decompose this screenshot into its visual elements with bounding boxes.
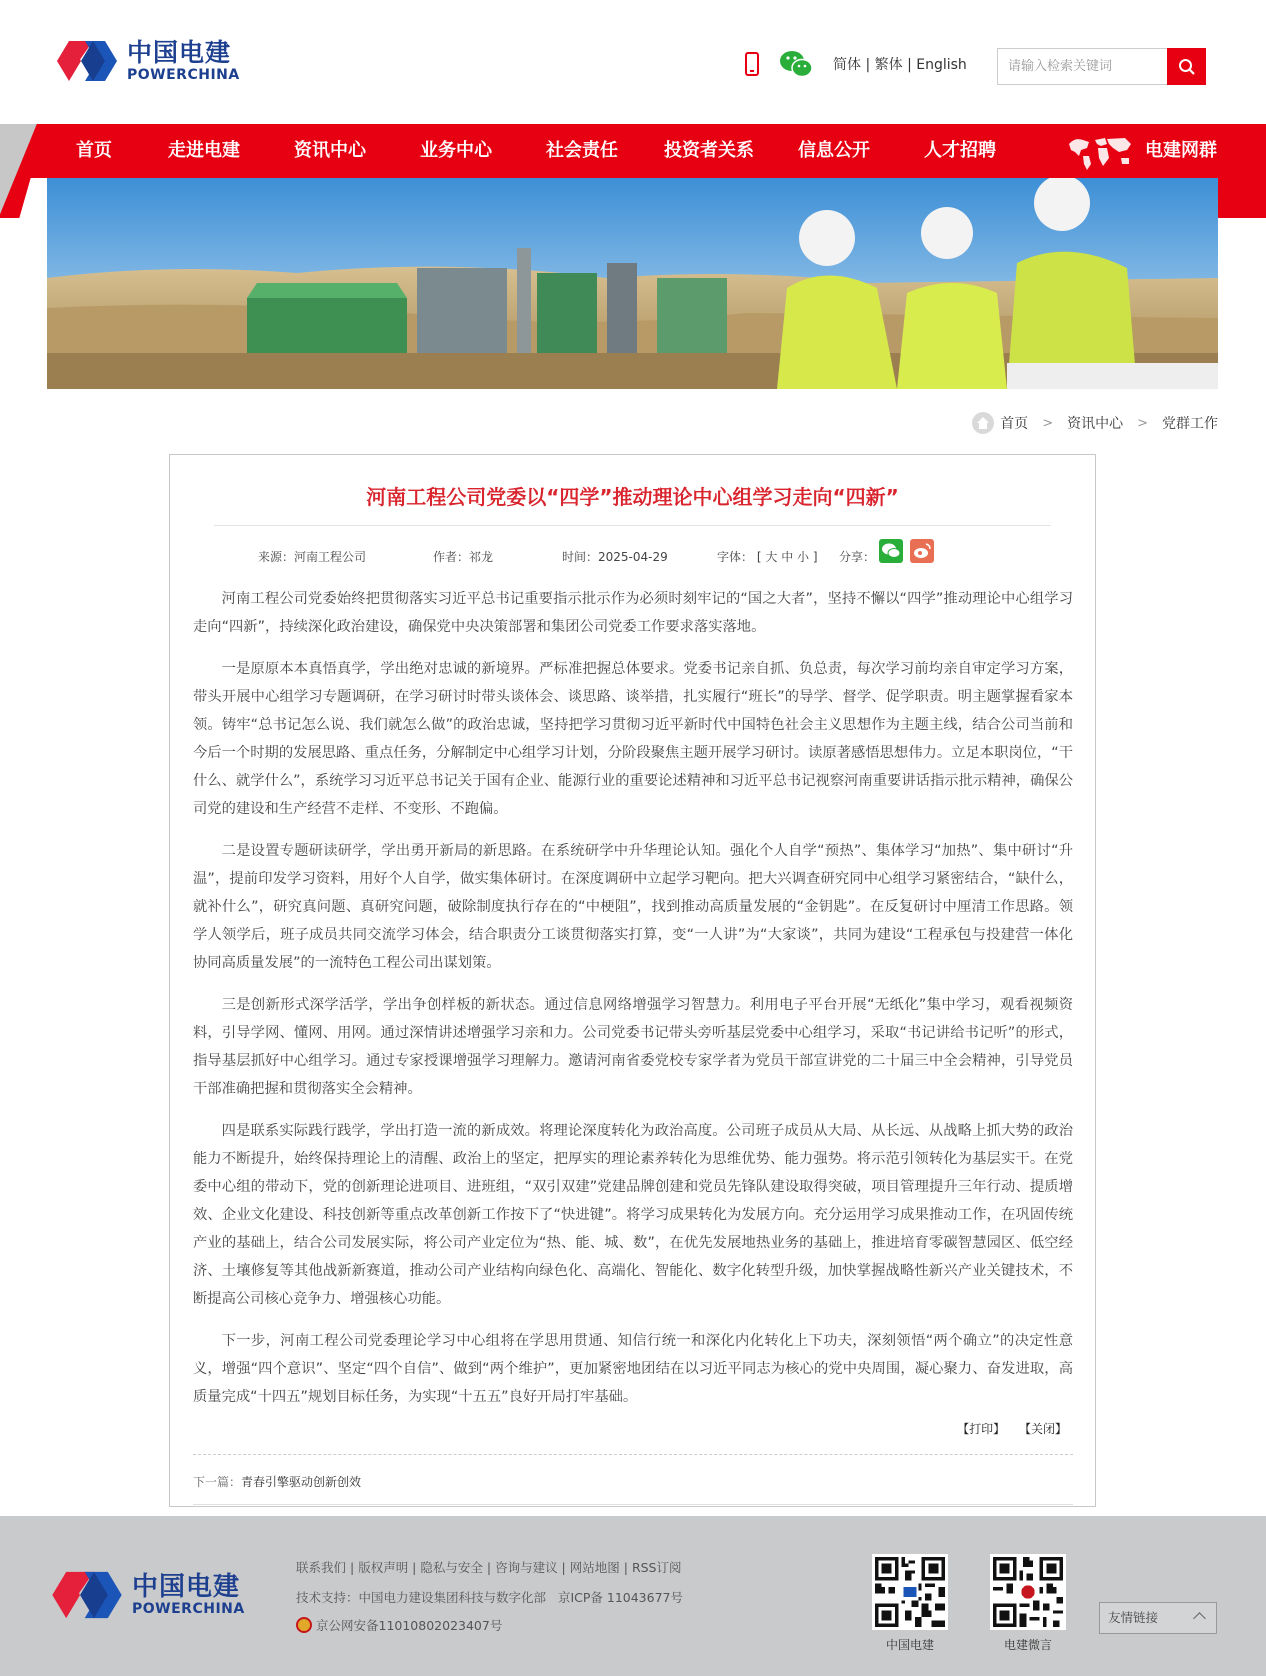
article-paragraph: 河南工程公司党委始终把贯彻落实习近平总书记重要指示批示作为必须时刻牢记的“国之大者”，坚持不懈以“四学”推动理论中心组学习走向“四新”，持续深化政治建设，确保党中央决策部署和集团公司党委工作要求落实落地。 xyxy=(193,591,1073,635)
breadcrumb xyxy=(972,412,1218,434)
font-medium[interactable]: 中 xyxy=(781,550,794,564)
police-badge-icon xyxy=(296,1617,312,1633)
font-large[interactable]: 大 xyxy=(765,550,778,564)
nav-item-disclosure[interactable]: 信息公开 xyxy=(798,140,870,161)
time-value: 2025-04-29 xyxy=(598,550,668,564)
footer-link-sitemap[interactable]: 网站地图 xyxy=(569,1560,620,1575)
article-author xyxy=(433,548,493,565)
article-title: 河南工程公司党委以“四学”推动理论中心组学习走向“四新” xyxy=(366,485,899,509)
next-article xyxy=(193,1473,361,1490)
top-tools xyxy=(745,50,967,78)
lang-english[interactable]: English xyxy=(916,57,967,73)
font-bracket-close: ] xyxy=(812,550,818,564)
language-switch: 简体 | 繁体 | English xyxy=(833,57,967,73)
lang-traditional[interactable]: 繁体 xyxy=(874,57,903,73)
close-button[interactable]: 【关闭】 xyxy=(1018,1422,1067,1436)
tech-support-text: 技术支持：中国电力建设集团科技与数字化部 xyxy=(296,1590,547,1605)
page-banner-image xyxy=(47,178,1218,389)
article-paragraph: 三是创新形式深学活学，学出争创样板的新状态。通过信息网络增强学习智慧力。利用电子平台开展“无纸化”集中学习，观看视频资料，引导学网、懂网、用网。通过深情讲述增强学习亲和力。公司党委书记带头旁听基层党委中心组学习，采取“书记讲给书记听”的形式，指导基层抓好中心组学习。通过专家授课增强学习理解力。邀请河南省委党校专家学者为党员干部宣讲党的二十届三中全会精神，引导党员干部准确把握和贯彻落实全会精神。 xyxy=(193,997,1073,1097)
font-size-switch xyxy=(717,548,818,565)
article-body xyxy=(193,585,1073,1425)
wechat-icon[interactable] xyxy=(779,50,813,78)
next-article-label: 下一篇： xyxy=(193,1475,242,1489)
article-time xyxy=(562,548,668,565)
chevron-right-icon: > xyxy=(1137,415,1148,431)
qr-code-powerchina xyxy=(872,1554,948,1630)
footer-logo-chinese: 中国电建 xyxy=(132,1572,241,1602)
lang-simplified[interactable]: 简体 xyxy=(833,57,861,73)
footer-link-rss[interactable]: RSS订阅 xyxy=(631,1560,682,1575)
search-button[interactable] xyxy=(1167,48,1206,85)
qr-caption-powerchina: 中国电建 xyxy=(885,1638,934,1652)
search-icon xyxy=(1178,58,1196,76)
share-label: 分享： xyxy=(839,550,876,564)
footer-tech-support xyxy=(296,1588,683,1606)
article-paragraph: 二是设置专题研读研学，学出勇开新局的新思路。在系统研学中升华理论认知。强化个人自学“预热”、集体学习“加热”、集中研讨“升温”，提前印发学习资料，用好个人自学，做实集体研讨。在深度调研中立起学习靶向。把大兴调查研究同中心组学习紧密结合，“缺什么，就补什么”，研究真问题、真研究问题，破除制度执行存在的“中梗阻”，找到推动高质量发展的“金钥匙”。在反复研讨中厘清工作思路。领学人领学后，班子成员共同交流学习体会，结合职责分工谈贯彻落实打算，变“一人讲”为“大家谈”，共同为建设“工程承包与投建营一体化协同高质量发展”的一流特色工程公司出谋划策。 xyxy=(193,843,1073,971)
font-bracket-open: [ xyxy=(756,550,762,564)
qr-code-weiyan xyxy=(990,1554,1066,1630)
footer-link-suggestion[interactable]: 咨询与建议 xyxy=(495,1560,558,1575)
nav-item-responsibility[interactable]: 社会责任 xyxy=(546,140,618,161)
time-label: 时间： xyxy=(562,550,599,564)
article-source xyxy=(258,548,366,565)
print-button[interactable]: 【打印】 xyxy=(957,1422,1006,1436)
author-label: 作者： xyxy=(433,550,470,564)
nav-item-investors[interactable]: 投资者关系 xyxy=(664,140,754,161)
article-bottom-line xyxy=(193,1504,1073,1505)
home-icon[interactable] xyxy=(972,412,994,434)
nav-item-network[interactable]: 电建网群 xyxy=(1145,140,1217,161)
nav-item-about[interactable]: 走进电建 xyxy=(168,140,240,161)
footer-link-privacy[interactable]: 隐私与安全 xyxy=(420,1560,483,1575)
footer-link-contact[interactable]: 联系我们 xyxy=(296,1560,347,1575)
friend-links-label: 友情链接 xyxy=(1108,1610,1159,1625)
chevron-up-icon xyxy=(1193,1612,1206,1625)
mobile-phone-icon[interactable] xyxy=(745,52,759,76)
nav-red-right-block xyxy=(1218,178,1266,218)
footer-links: 联系我们 | 版权声明 | 隐私与安全 | 咨询与建议 | 网站地图 | RSS订阅 xyxy=(296,1560,682,1575)
article-actions xyxy=(947,1420,1067,1437)
footer-police-record xyxy=(296,1616,502,1634)
breadcrumb-party-work[interactable]: 党群工作 xyxy=(1162,416,1218,432)
nav-item-news[interactable]: 资讯中心 xyxy=(294,140,366,161)
article-panel xyxy=(169,454,1096,1507)
next-article-link[interactable]: 青春引擎驱动创新创效 xyxy=(241,1475,362,1489)
footer-link-copyright[interactable]: 版权声明 xyxy=(358,1560,409,1575)
site-logo[interactable] xyxy=(55,36,240,86)
logo-chinese-name: 中国电建 xyxy=(127,38,232,67)
search-box xyxy=(997,48,1206,85)
article-paragraph: 四是联系实际践行践学，学出打造一流的新成效。将理论深度转化为政治高度。公司班子成员从大局、从长远、从战略上抓大势的政治能力不断提升，始终保持理论上的清醒、政治上的坚定，把厚实的理论素养转化为思维优势、能力强势。将示范引领转化为基层实干。在党委中心组的带动下，党的创新理论进项目、进班组，“双引双建”党建品牌创建和党员先锋队建设取得突破，项目管理提升三年行动、提质增效、企业文化建设、科技创新等重点改革创新工作按下了“快进键”。将学习成果转化为发展方向。充分运用学习成果推动工作，在巩固传统产业的基础上，结合公司发展实际，将公司产业定位为“热、能、城、数”，在优先发展地热业务的基础上，推进培育零碳智慧园区、低空经济、土壤修复等其他战新新赛道，推动公司产业结构向绿色化、高端化、智能化、数字化转型升级，加快掌握战略性新兴产业关键技术，不断提高公司核心竞争力、增强核心功能。 xyxy=(193,1123,1073,1307)
site-footer xyxy=(0,1516,1266,1676)
source-label: 来源： xyxy=(258,550,295,564)
chevron-right-icon: > xyxy=(1042,415,1054,431)
font-label: 字体： xyxy=(717,550,754,564)
footer-logo[interactable] xyxy=(50,1566,245,1624)
powerchina-logo-icon xyxy=(50,1566,124,1624)
nav-item-business[interactable]: 业务中心 xyxy=(420,140,492,161)
share-weibo-icon[interactable] xyxy=(910,539,934,563)
nav-item-home[interactable]: 首页 xyxy=(76,140,112,161)
qr-caption-weiyan: 电建微言 xyxy=(1003,1638,1052,1652)
author-value: 祁龙 xyxy=(469,550,494,564)
police-record-number[interactable]: 京公网安备11010802023407号 xyxy=(316,1618,503,1633)
world-map-icon xyxy=(1065,134,1135,172)
breadcrumb-news[interactable]: 资讯中心 xyxy=(1067,416,1124,432)
font-small[interactable]: 小 xyxy=(797,550,810,564)
article-paragraph: 一是原原本本真悟真学，学出绝对忠诚的新境界。严标准把握总体要求。党委书记亲自抓、负总责，每次学习前均亲自审定学习方案，带头开展中心组学习专题调研，在学习研讨时带头谈体会、谈思路、谈举措，扎实履行“班长”的导学、督学、促学职责。明主题掌握看家本领。铸牢“总书记怎么说、我们就怎么做”的政治忠诚，坚持把学习贯彻习近平新时代中国特色社会主义思想作为主题主线，结合公司当前和今后一个时期的发展思路、重点任务，分解制定中心组学习计划，分阶段聚焦主题开展学习研讨。读原著感悟思想伟力。立足本职岗位，“干什么、就学什么”，系统学习习近平总书记关于国有企业、能源行业的重要论述精神和习近平总书记视察河南重要讲话指示批示精神，确保公司党的建设和生产经营不走样、不变形、不跑偏。 xyxy=(193,661,1073,817)
article-divider xyxy=(193,1454,1073,1455)
title-divider xyxy=(214,525,1051,526)
source-value: 河南工程公司 xyxy=(294,550,367,564)
powerchina-logo-icon xyxy=(55,36,119,86)
footer-logo-english: POWERCHINA xyxy=(132,1601,245,1617)
share-wechat-icon[interactable] xyxy=(879,539,903,563)
icp-number[interactable]: 京ICP备 11043677号 xyxy=(557,1590,683,1605)
nav-item-careers[interactable]: 人才招聘 xyxy=(924,140,996,161)
friend-links-select[interactable] xyxy=(1099,1602,1217,1634)
article-paragraph: 下一步，河南工程公司党委理论学习中心组将在学思用贯通、知信行统一和深化内化转化上下功夫，深刻领悟“两个确立”的决定性意义，增强“四个意识”、坚定“四个自信”、做到“两个维护”，更加紧密地团结在以习近平同志为核心的党中央周围，凝心聚力、奋发进取，高质量完成“十四五”规划目标任务，为实现“十五五”良好开局打牢基础。 xyxy=(193,1333,1073,1405)
search-input[interactable] xyxy=(997,48,1167,85)
breadcrumb-home[interactable]: 首页 xyxy=(1000,416,1029,432)
logo-english-name: POWERCHINA xyxy=(127,67,240,83)
